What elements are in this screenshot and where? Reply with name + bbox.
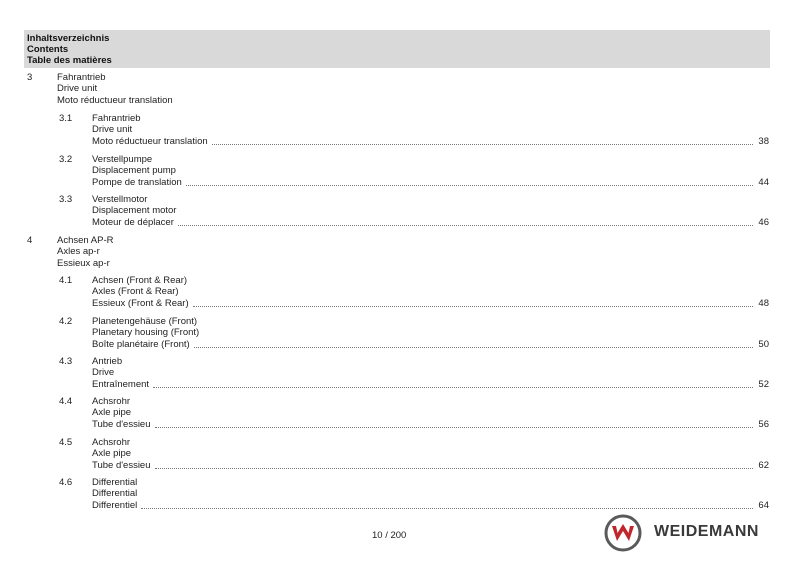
entry-title-de: Achsrohr xyxy=(92,396,131,407)
entry-title-fr: Moto réductueur translation xyxy=(92,135,208,147)
entry-title-fr: Moteur de déplacer xyxy=(92,216,174,228)
entry-title-fr: Tube d'essieu xyxy=(92,459,151,471)
entry-title-de: Differential xyxy=(92,477,138,488)
entry-page-number: 50 xyxy=(758,338,769,350)
dot-leader xyxy=(194,347,753,348)
entry-number: 4.6 xyxy=(59,477,73,488)
dot-leader xyxy=(141,508,753,509)
header-title-de: Inhaltsverzeichnis xyxy=(27,33,110,44)
toc-header xyxy=(24,30,770,68)
chapter-title-de: Achsen AP-R xyxy=(57,235,114,246)
entry-title-en: Displacement motor xyxy=(92,205,177,217)
entry-title-fr: Pompe de translation xyxy=(92,176,182,188)
entry-page-number: 38 xyxy=(758,135,769,147)
entry-page-number: 62 xyxy=(758,459,769,471)
entry-number: 4.4 xyxy=(59,396,73,407)
entry-number: 4.1 xyxy=(59,275,73,286)
entry-page-number: 48 xyxy=(758,297,769,309)
entry-title-fr: Boîte planétaire (Front) xyxy=(92,338,190,350)
dot-leader xyxy=(193,306,753,307)
entry-title-de: Achsrohr xyxy=(92,437,131,448)
dot-leader xyxy=(155,468,754,469)
entry-title-fr: Essieux (Front & Rear) xyxy=(92,297,189,309)
entry-title-de: Achsen (Front & Rear) xyxy=(92,275,188,286)
dot-leader xyxy=(178,225,753,226)
entry-number: 4.5 xyxy=(59,437,73,448)
entry-title-en: Differential xyxy=(92,488,138,500)
entry-page-number: 64 xyxy=(758,499,769,511)
entry-title-de: Antrieb xyxy=(92,356,123,367)
brand-wordmark: WEIDEMANN xyxy=(654,523,759,540)
entry-number: 4.2 xyxy=(59,316,73,327)
entry-title-en: Axles (Front & Rear) xyxy=(92,286,179,298)
entry-title-de: Verstellmotor xyxy=(92,194,148,205)
entry-title-en: Displacement pump xyxy=(92,165,176,177)
page-indicator: 10 / 200 xyxy=(372,530,407,541)
dot-leader xyxy=(155,427,754,428)
header-title-en: Contents xyxy=(27,44,69,55)
entry-title-fr: Differentiel xyxy=(92,499,138,511)
dot-leader xyxy=(212,144,753,145)
entry-title-en: Drive unit xyxy=(92,124,133,136)
chapter-number: 3 xyxy=(27,72,33,83)
entry-title-en: Axle pipe xyxy=(92,407,132,419)
chapter-title-de: Fahrantrieb xyxy=(57,72,106,83)
entry-title-fr: Tube d'essieu xyxy=(92,418,151,430)
entry-number: 4.3 xyxy=(59,356,73,367)
entry-page-number: 44 xyxy=(758,176,769,188)
entry-title-de: Planetengehäuse (Front) xyxy=(92,316,198,327)
entry-page-number: 52 xyxy=(758,378,769,390)
weidemann-w-logo-icon xyxy=(604,514,642,555)
chapter-title-en: Drive unit xyxy=(57,83,98,95)
entry-number: 3.1 xyxy=(59,113,73,124)
entry-title-fr: Entraînement xyxy=(92,378,150,390)
entry-title-de: Fahrantrieb xyxy=(92,113,141,124)
entry-title-en: Planetary housing (Front) xyxy=(92,327,200,339)
dot-leader xyxy=(153,387,753,388)
entry-page-number: 56 xyxy=(758,418,769,430)
chapter-title-fr: Moto réductueur translation xyxy=(57,94,173,106)
entry-title-en: Axle pipe xyxy=(92,448,132,460)
entry-number: 3.2 xyxy=(59,154,73,165)
entry-title-en: Drive xyxy=(92,367,115,379)
header-title-fr: Table des matières xyxy=(27,55,112,66)
dot-leader xyxy=(186,185,753,186)
chapter-title-fr: Essieux ap-r xyxy=(57,257,110,269)
entry-number: 3.3 xyxy=(59,194,73,205)
entry-title-de: Verstellpumpe xyxy=(92,154,153,165)
chapter-title-en: Axles ap-r xyxy=(57,246,100,258)
chapter-number: 4 xyxy=(27,235,33,246)
entry-page-number: 46 xyxy=(758,216,769,228)
